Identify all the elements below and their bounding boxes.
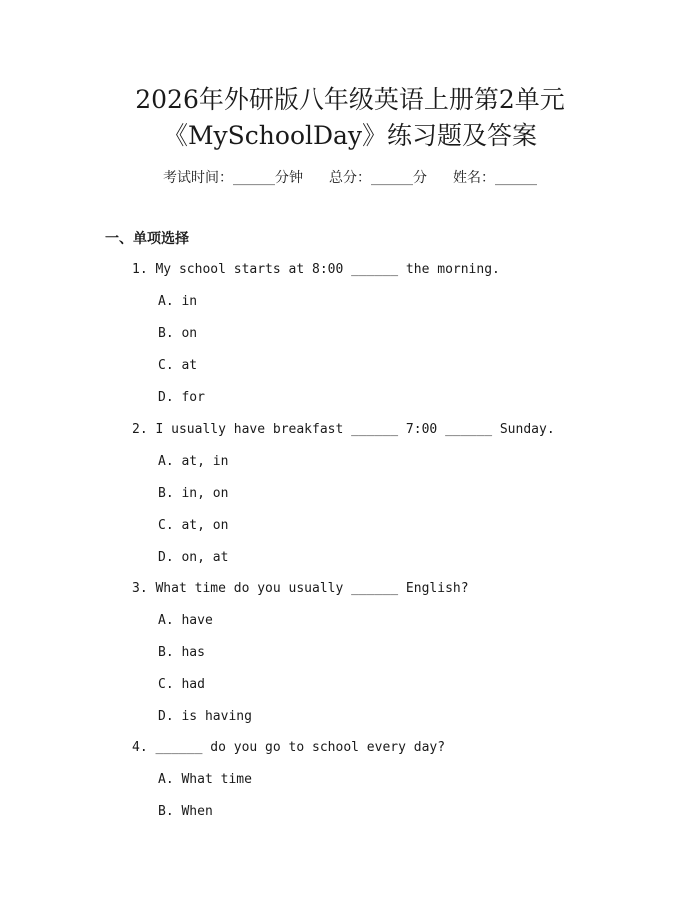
exam-info: [0, 168, 700, 188]
question-2-option-d: D. on, at: [158, 550, 229, 565]
exam-time-field: 考试时间：______分钟: [163, 170, 303, 186]
question-3-option-c: C. had: [158, 677, 205, 692]
question-3-option-a: A. have: [158, 613, 213, 628]
section-heading: 一、单项选择: [105, 231, 189, 247]
question-2-option-a: A. at, in: [158, 454, 229, 469]
total-score-field: 总分：______分: [329, 170, 427, 186]
question-2-option-b: B. in, on: [158, 486, 229, 501]
question-2-option-c: C. at, on: [158, 518, 229, 533]
question-4: 4. ______ do you go to school every day?: [132, 740, 446, 755]
question-3: 3. What time do you usually ______ English?: [132, 581, 469, 596]
question-1-option-d: D. for: [158, 390, 205, 405]
question-1: 1. My school starts at 8:00 ______ the morning.: [132, 262, 500, 277]
question-1-option-b: B. on: [158, 326, 198, 341]
page-title-line-1: 2026年外研版八年级英语上册第2单元: [135, 85, 565, 114]
question-2: 2. I usually have breakfast ______ 7:00 ______ Sunday.: [132, 422, 555, 437]
question-1-option-c: C. at: [158, 358, 198, 373]
question-3-option-d: D. is having: [158, 709, 252, 724]
question-4-option-a: A. What time: [158, 772, 252, 787]
student-name-field: 姓名：______: [453, 170, 537, 186]
question-3-option-b: B. has: [158, 645, 205, 660]
question-1-option-a: A. in: [158, 294, 198, 309]
question-4-option-b: B. When: [158, 804, 213, 819]
page-title-line-2: 《MySchoolDay》练习题及答案: [162, 121, 538, 150]
